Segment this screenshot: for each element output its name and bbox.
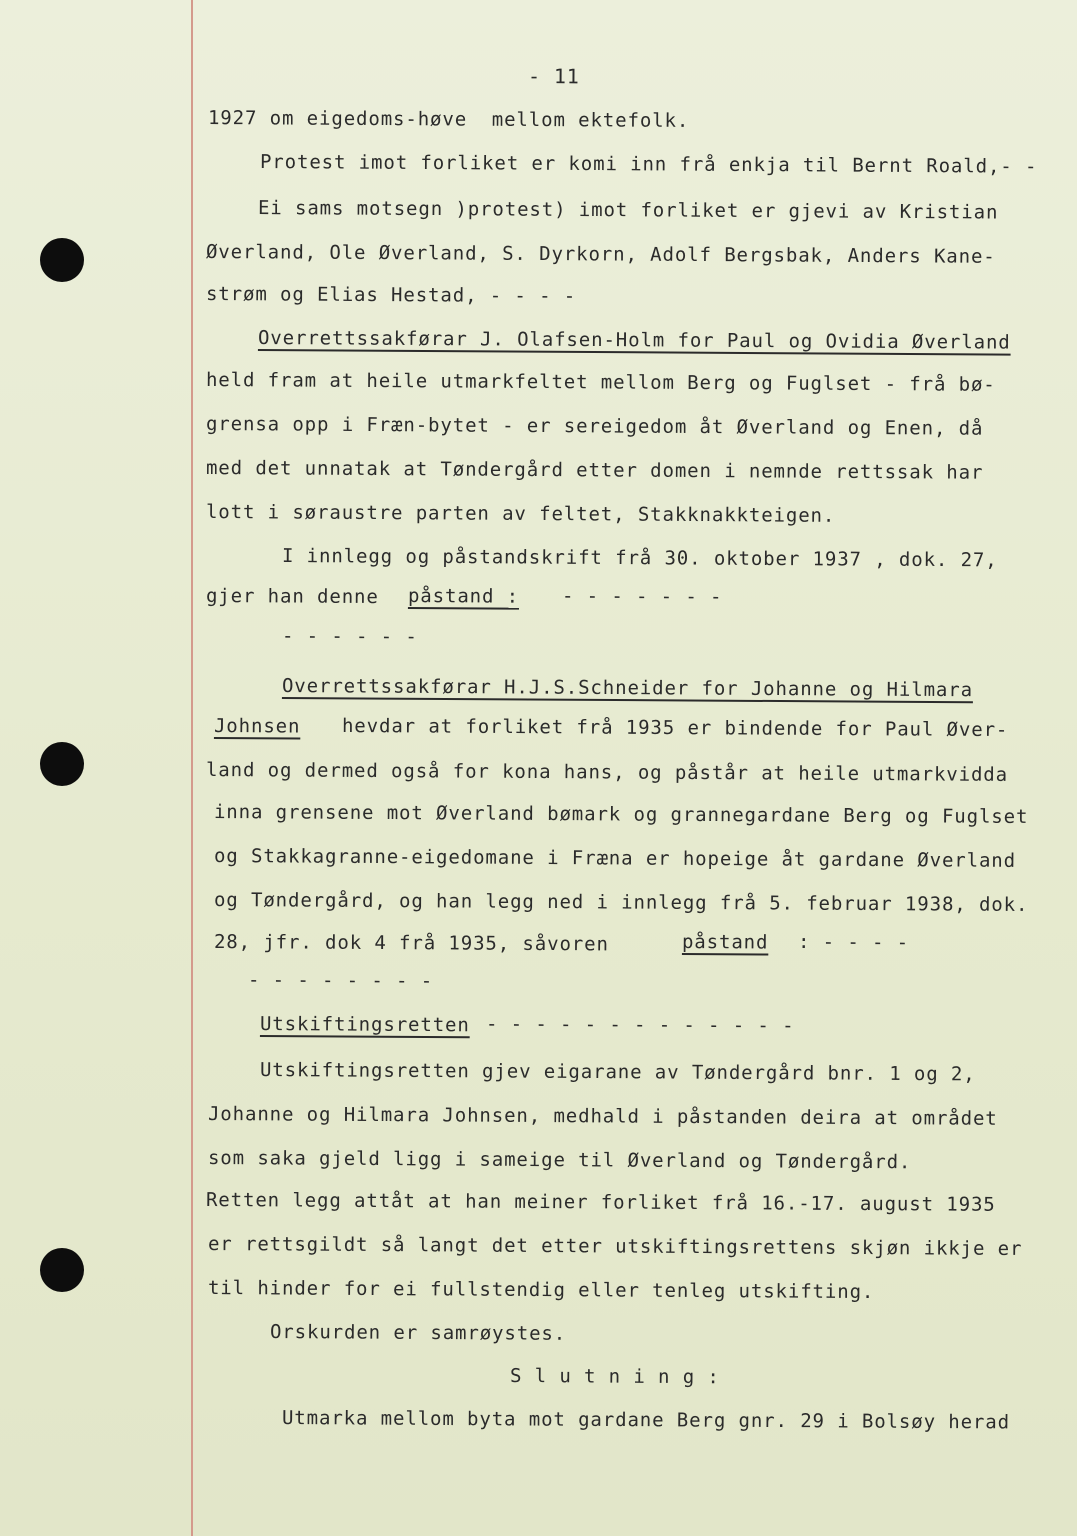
text-line: Orskurden er samrøystes. [269, 1321, 567, 1345]
margin-rule [191, 0, 193, 1536]
punch-hole-bottom [40, 1248, 84, 1292]
text-line: Protest imot forliket er komi inn frå enkja til Bernt Roald,- - [259, 151, 1038, 178]
text-line: strøm og Elias Hestad, - - - - [205, 283, 577, 308]
heading-johnsen: Johnsen [213, 715, 301, 738]
text-line: Utskiftingsretten gjev eigarane av Tøndergård bnr. 1 og 2, [259, 1059, 976, 1086]
pastand-label-2: påstand [681, 931, 769, 954]
text-line: med det unnatak at Tøndergård etter domen i nemnde rettssak har [205, 457, 984, 484]
dash-filler: : - - - - [797, 931, 910, 954]
text-line: held fram at heile utmarkfeltet mellom Berg og Fuglset - frå bø- [205, 369, 996, 396]
text-line: Johanne og Hilmara Johnsen, medhald i påstanden deira at området [207, 1103, 998, 1130]
heading-schneider: Overrettssakførar H.J.S.Schneider for Johanne og Hilmara [281, 675, 974, 702]
text-line: I innlegg og påstandskrift frå 30. oktober 1937 , dok. 27, [281, 545, 998, 572]
dash-filler: - - - - - - [281, 625, 418, 648]
dash-filler: - - - - - - - [561, 585, 723, 608]
text-line: gjer han denne [205, 585, 379, 609]
punch-hole-middle [40, 742, 84, 786]
text-line: inna grensene mot Øverland bømark og grannegardane Berg og Fuglset [213, 801, 1029, 828]
text-line: grensa opp i Fræn-bytet - er sereigedom åt Øverland og Enen, då [205, 413, 984, 440]
text-line: lott i søraustre parten av feltet, Stakknakkteigen. [205, 501, 836, 527]
dash-filler: - - - - - - - - [247, 969, 434, 993]
page-number: - 11 [527, 64, 580, 89]
text-line: land og dermed også for kona hans, og påstår at heile utmarkvidda [205, 759, 1009, 786]
punch-hole-top [40, 238, 84, 282]
text-line: Øverland, Ole Øverland, S. Dyrkorn, Adolf Bergsbak, Anders Kane- [205, 241, 996, 268]
text-line: er rettsgildt så langt det etter utskiftingsrettens skjøn ikkje er [207, 1233, 1023, 1260]
text-line: og Tøndergård, og han legg ned i innlegg frå 5. februar 1938, dok. [213, 889, 1029, 916]
heading-slutning: S l u t n i n g : [509, 1365, 720, 1389]
text-line: Ei sams motsegn )protest) imot forliket er gjevi av Kristian [257, 197, 999, 224]
text-line: som saka gjeld ligg i sameige til Øverland og Tøndergård. [207, 1147, 912, 1174]
text-line: 28, jfr. dok 4 frå 1935, såvoren [213, 931, 609, 956]
text-line: Retten legg attåt at han meiner forliket frå 16.-17. august 1935 [205, 1189, 996, 1216]
text-line: Utmarka mellom byta mot gardane Berg gnr. 29 i Bolsøy herad [281, 1407, 1011, 1434]
dash-filler: - - - - - - - - - - - - - [485, 1013, 795, 1037]
text-line: hevdar at forliket frå 1935 er bindende for Paul Øver- [341, 715, 1009, 742]
text-line: 1927 om eigedoms-høve mellom ektefolk. [207, 107, 690, 132]
text-line: og Stakkagranne-eigedomane i Fræna er hopeige åt gardane Øverland [213, 845, 1017, 872]
heading-olafsen-holm: Overrettssakførar J. Olafsen-Holm for Paul og Ovidia Øverland [257, 327, 1011, 354]
heading-utskiftingsretten: Utskiftingsretten [259, 1013, 470, 1037]
pastand-label-1: påstand : [407, 585, 520, 608]
text-line: til hinder for ei fullstendig eller tenleg utskifting. [207, 1277, 875, 1304]
